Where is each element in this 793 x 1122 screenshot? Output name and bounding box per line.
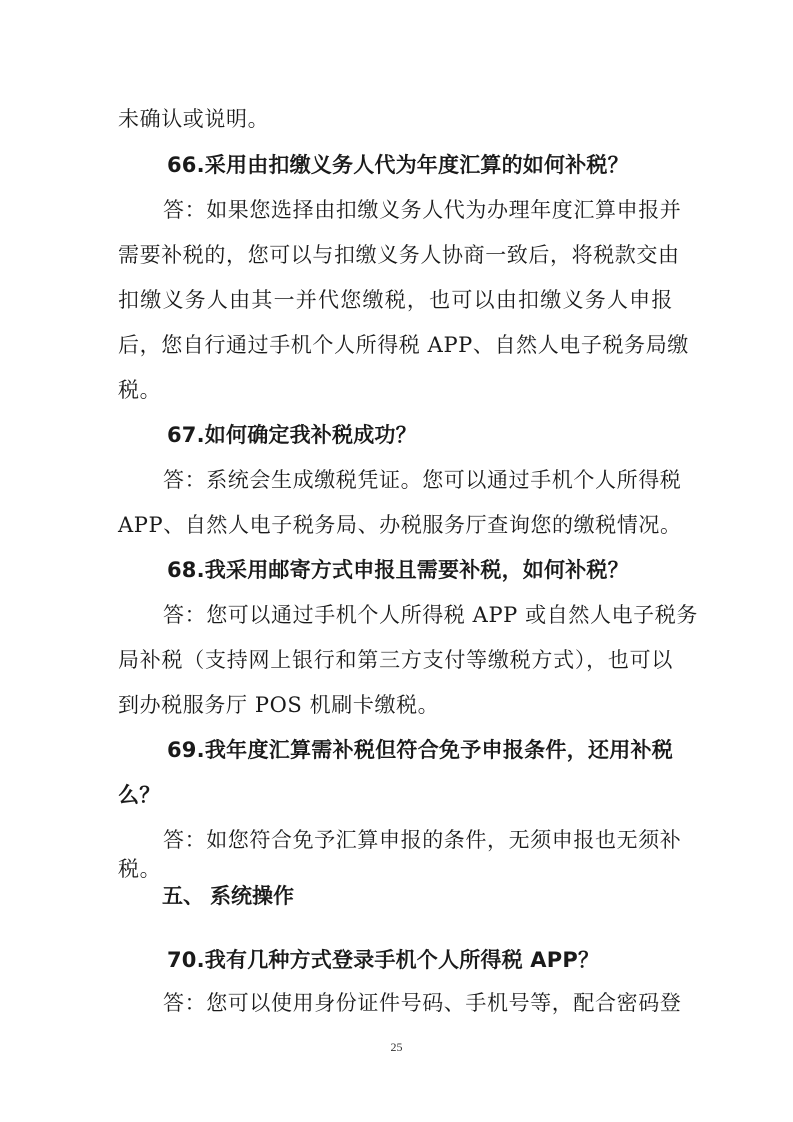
question-68-title: 68.我采用邮寄方式申报且需要补税，如何补税？ [167,558,629,582]
continuation-text: 未确认或说明。 [118,107,270,131]
answer-66-line-1: 答：如果您选择由扣缴义务人代为办理年度汇算申报并 [163,198,682,222]
section-title: 系统操作 [210,884,294,908]
answer-68-line-3: 到办税服务厅 POS 机刷卡缴税。 [118,693,440,717]
question-66-title: 66.采用由扣缴义务人代为年度汇算的如何补税？ [167,153,629,177]
page-number: 25 [390,1040,403,1054]
question-69-title-line-2: 么？ [118,783,161,807]
answer-70-line-1: 答：您可以使用身份证件号码、手机号等，配合密码登 [163,991,682,1015]
answer-67-line-2: APP、自然人电子税务局、办税服务厅查询您的缴税情况。 [118,513,682,537]
answer-66-line-3: 扣缴义务人由其一并代您缴税，也可以由扣缴义务人申报 [118,288,673,312]
question-70-title: 70.我有几种方式登录手机个人所得税 APP？ [167,948,600,972]
answer-66-line-2: 需要补税的，您可以与扣缴义务人协商一致后，将税款交由 [118,243,680,267]
answer-66-line-4: 后，您自行通过手机个人所得税 APP、自然人电子税务局缴 [118,333,689,357]
answer-66-line-5: 税。 [118,378,162,402]
answer-69-line-1: 答：如您符合免予汇算申报的条件，无须申报也无须补 [163,828,682,852]
answer-67-line-1: 答：系统会生成缴税凭证。您可以通过手机个人所得税 [163,468,682,492]
answer-68-line-2: 局补税（支持网上银行和第三方支付等缴税方式），也可以 [118,648,673,672]
section-heading [162,883,294,909]
answer-68-line-1: 答：您可以通过手机个人所得税 APP 或自然人电子税务 [163,603,698,627]
question-69-title-line-1: 69.我年度汇算需补税但符合免予申报条件，还用补税 [167,738,673,762]
answer-69-line-2: 税。 [118,857,162,881]
section-number: 五、 [162,884,204,908]
question-67-title: 67.如何确定我补税成功？ [167,423,417,447]
